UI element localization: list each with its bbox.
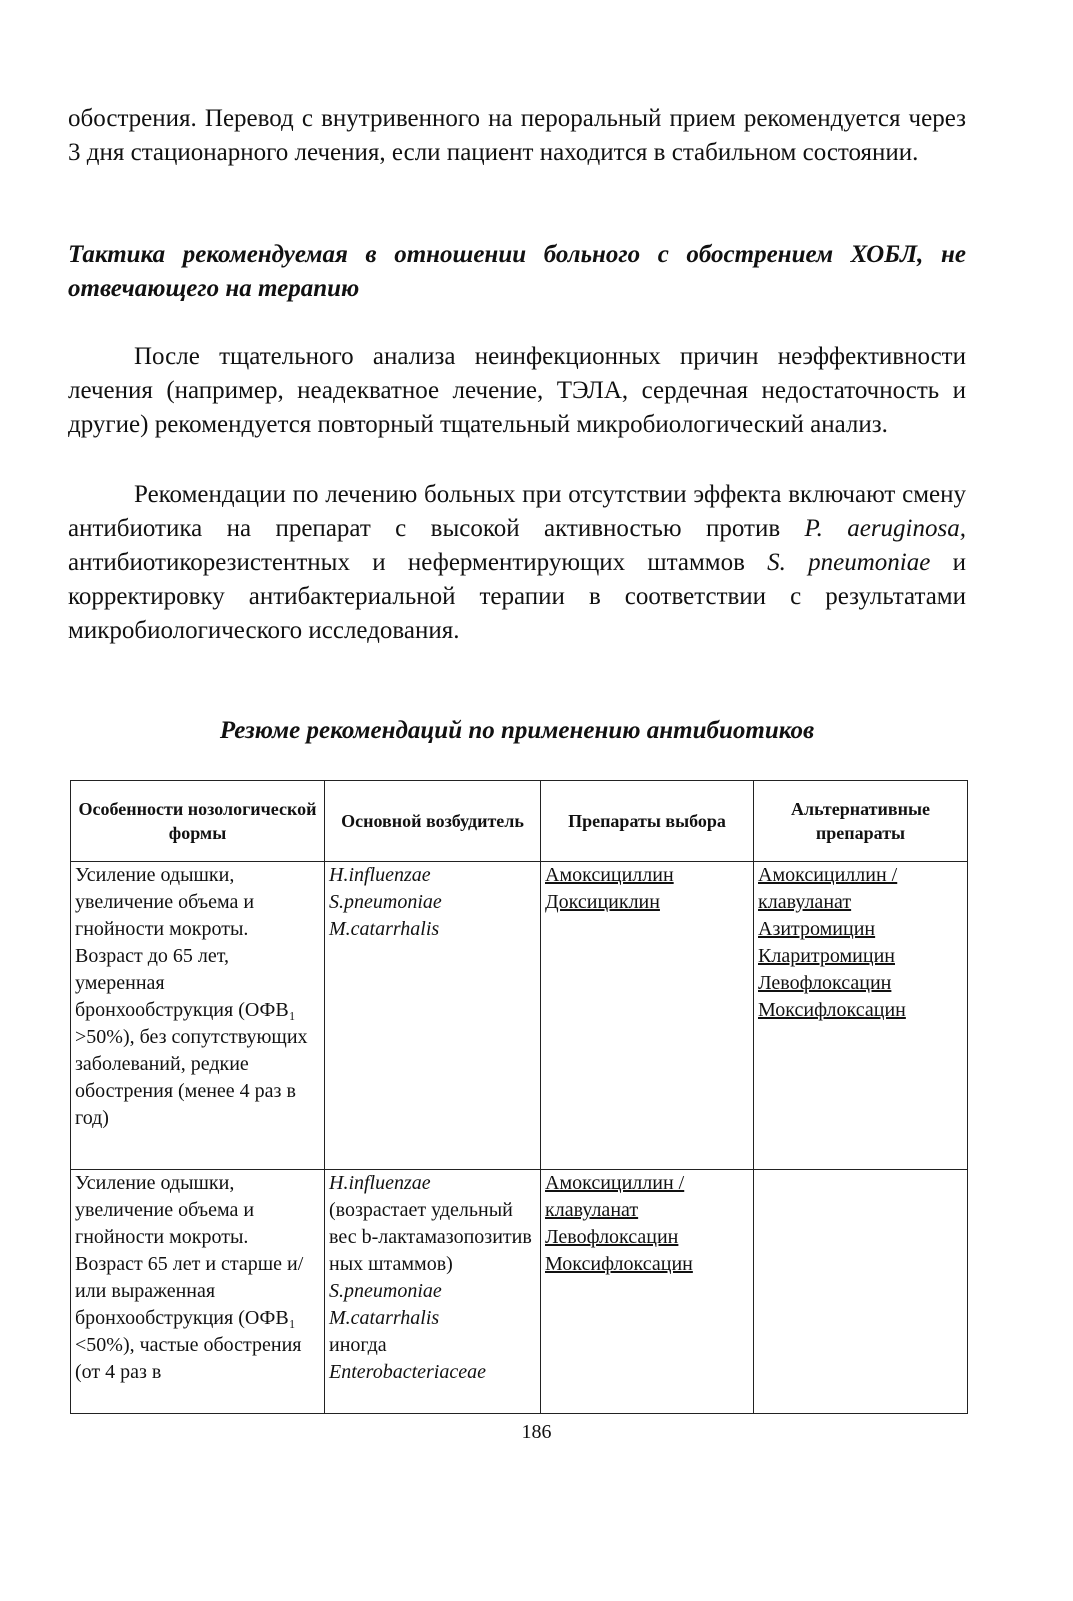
pathogen-name: S. pneumoniae: [767, 549, 931, 576]
pathogen-name: M.catarrhalis: [329, 918, 440, 940]
header-pathogen: Основной возбудитель: [325, 781, 541, 862]
table-header-row: [71, 781, 968, 862]
cell-features: Усиление одышки, увеличение объема и гнойности мокроты. Возраст 65 лет и старше и/или выраженная бронхообструкция (ОФВ₁ <50%), частые обострения (от 4 раз в: [71, 1170, 325, 1414]
cell-features: Усиление одышки, увеличение объема и гнойности мокроты. Возраст до 65 лет, умеренная бронхообструкция (ОФВ₁ >50%), без сопутствующих заболеваний, редкие обострения (менее 4 раз в год): [71, 862, 325, 1170]
pathogen-note: иногда: [329, 1334, 387, 1356]
header-alternatives: Альтернативные препараты: [754, 781, 968, 862]
drug-name: Амоксициллин / клавуланат: [758, 864, 898, 913]
cell-pathogens: [325, 1170, 541, 1414]
paragraph-text: Рекомендации по лечению больных при отсутствии эффекта включают смену антибиотика на препарат с высокой активностью против: [68, 481, 966, 542]
antibiotics-summary-table: [70, 780, 968, 1414]
header-features: Особенности нозологической формы: [71, 781, 325, 862]
drug-name: Моксифлоксацин: [758, 999, 906, 1021]
drug-name: Доксициклин: [545, 891, 660, 913]
cell-drugs-of-choice: [541, 1170, 754, 1414]
table-caption: Резюме рекомендаций по применению антибиотиков: [219, 717, 815, 744]
page-number: 186: [521, 1421, 552, 1443]
table-row: [71, 1170, 968, 1414]
section-subheading: Тактика рекомендуемая в отношении больного с обострением ХОБЛ, не отвечающего на терапию: [68, 241, 966, 302]
drug-name: Амоксициллин / клавуланат: [545, 1172, 685, 1221]
pathogen-name: Enterobacteriaceae: [329, 1361, 486, 1383]
pathogen-name: S.pneumoniae: [329, 891, 442, 913]
cell-pathogens: [325, 862, 541, 1170]
drug-name: Левофлоксацин: [758, 972, 892, 994]
paragraph-recommendations: [68, 478, 966, 648]
pathogen-name: H.influenzae: [329, 1172, 431, 1194]
drug-name: Левофлоксацин: [545, 1226, 679, 1248]
header-drugs-of-choice: Препараты выбора: [541, 781, 754, 862]
cell-drugs-of-choice: [541, 862, 754, 1170]
cell-alternatives: [754, 862, 968, 1170]
drug-name: Амоксициллин: [545, 864, 674, 886]
table-row: [71, 862, 968, 1170]
cell-alternatives: [754, 1170, 968, 1414]
pathogen-note: (возрастает удельный вес b-лактамазопозитив ных штаммов): [329, 1199, 532, 1275]
pathogen-name: M.catarrhalis: [329, 1307, 440, 1329]
pathogen-name: P. aeruginosa,: [804, 515, 966, 542]
paragraph-text: антибиотикорезистентных и неферментирующих штаммов: [68, 549, 768, 576]
drug-name: Моксифлоксацин: [545, 1253, 693, 1275]
drug-name: Кларитромицин: [758, 945, 895, 967]
pathogen-name: H.influenzae: [329, 864, 431, 886]
paragraph-continuation: обострения. Перевод с внутривенного на пероральный прием рекомендуется через 3 дня стационарного лечения, если пациент находится в стабильном состоянии.: [68, 105, 966, 166]
paragraph-text: и корректировку антибактериальной терапии в соответствии с результатами микробиологического исследования.: [68, 549, 966, 644]
drug-name: Азитромицин: [758, 918, 876, 940]
pathogen-name: S.pneumoniae: [329, 1280, 442, 1302]
paragraph-analysis: После тщательного анализа неинфекционных причин неэффективности лечения (например, неадекватное лечение, ТЭЛА, сердечная недостаточность и другие) рекомендуется повторный тщательный микробиологический анализ.: [68, 343, 966, 438]
